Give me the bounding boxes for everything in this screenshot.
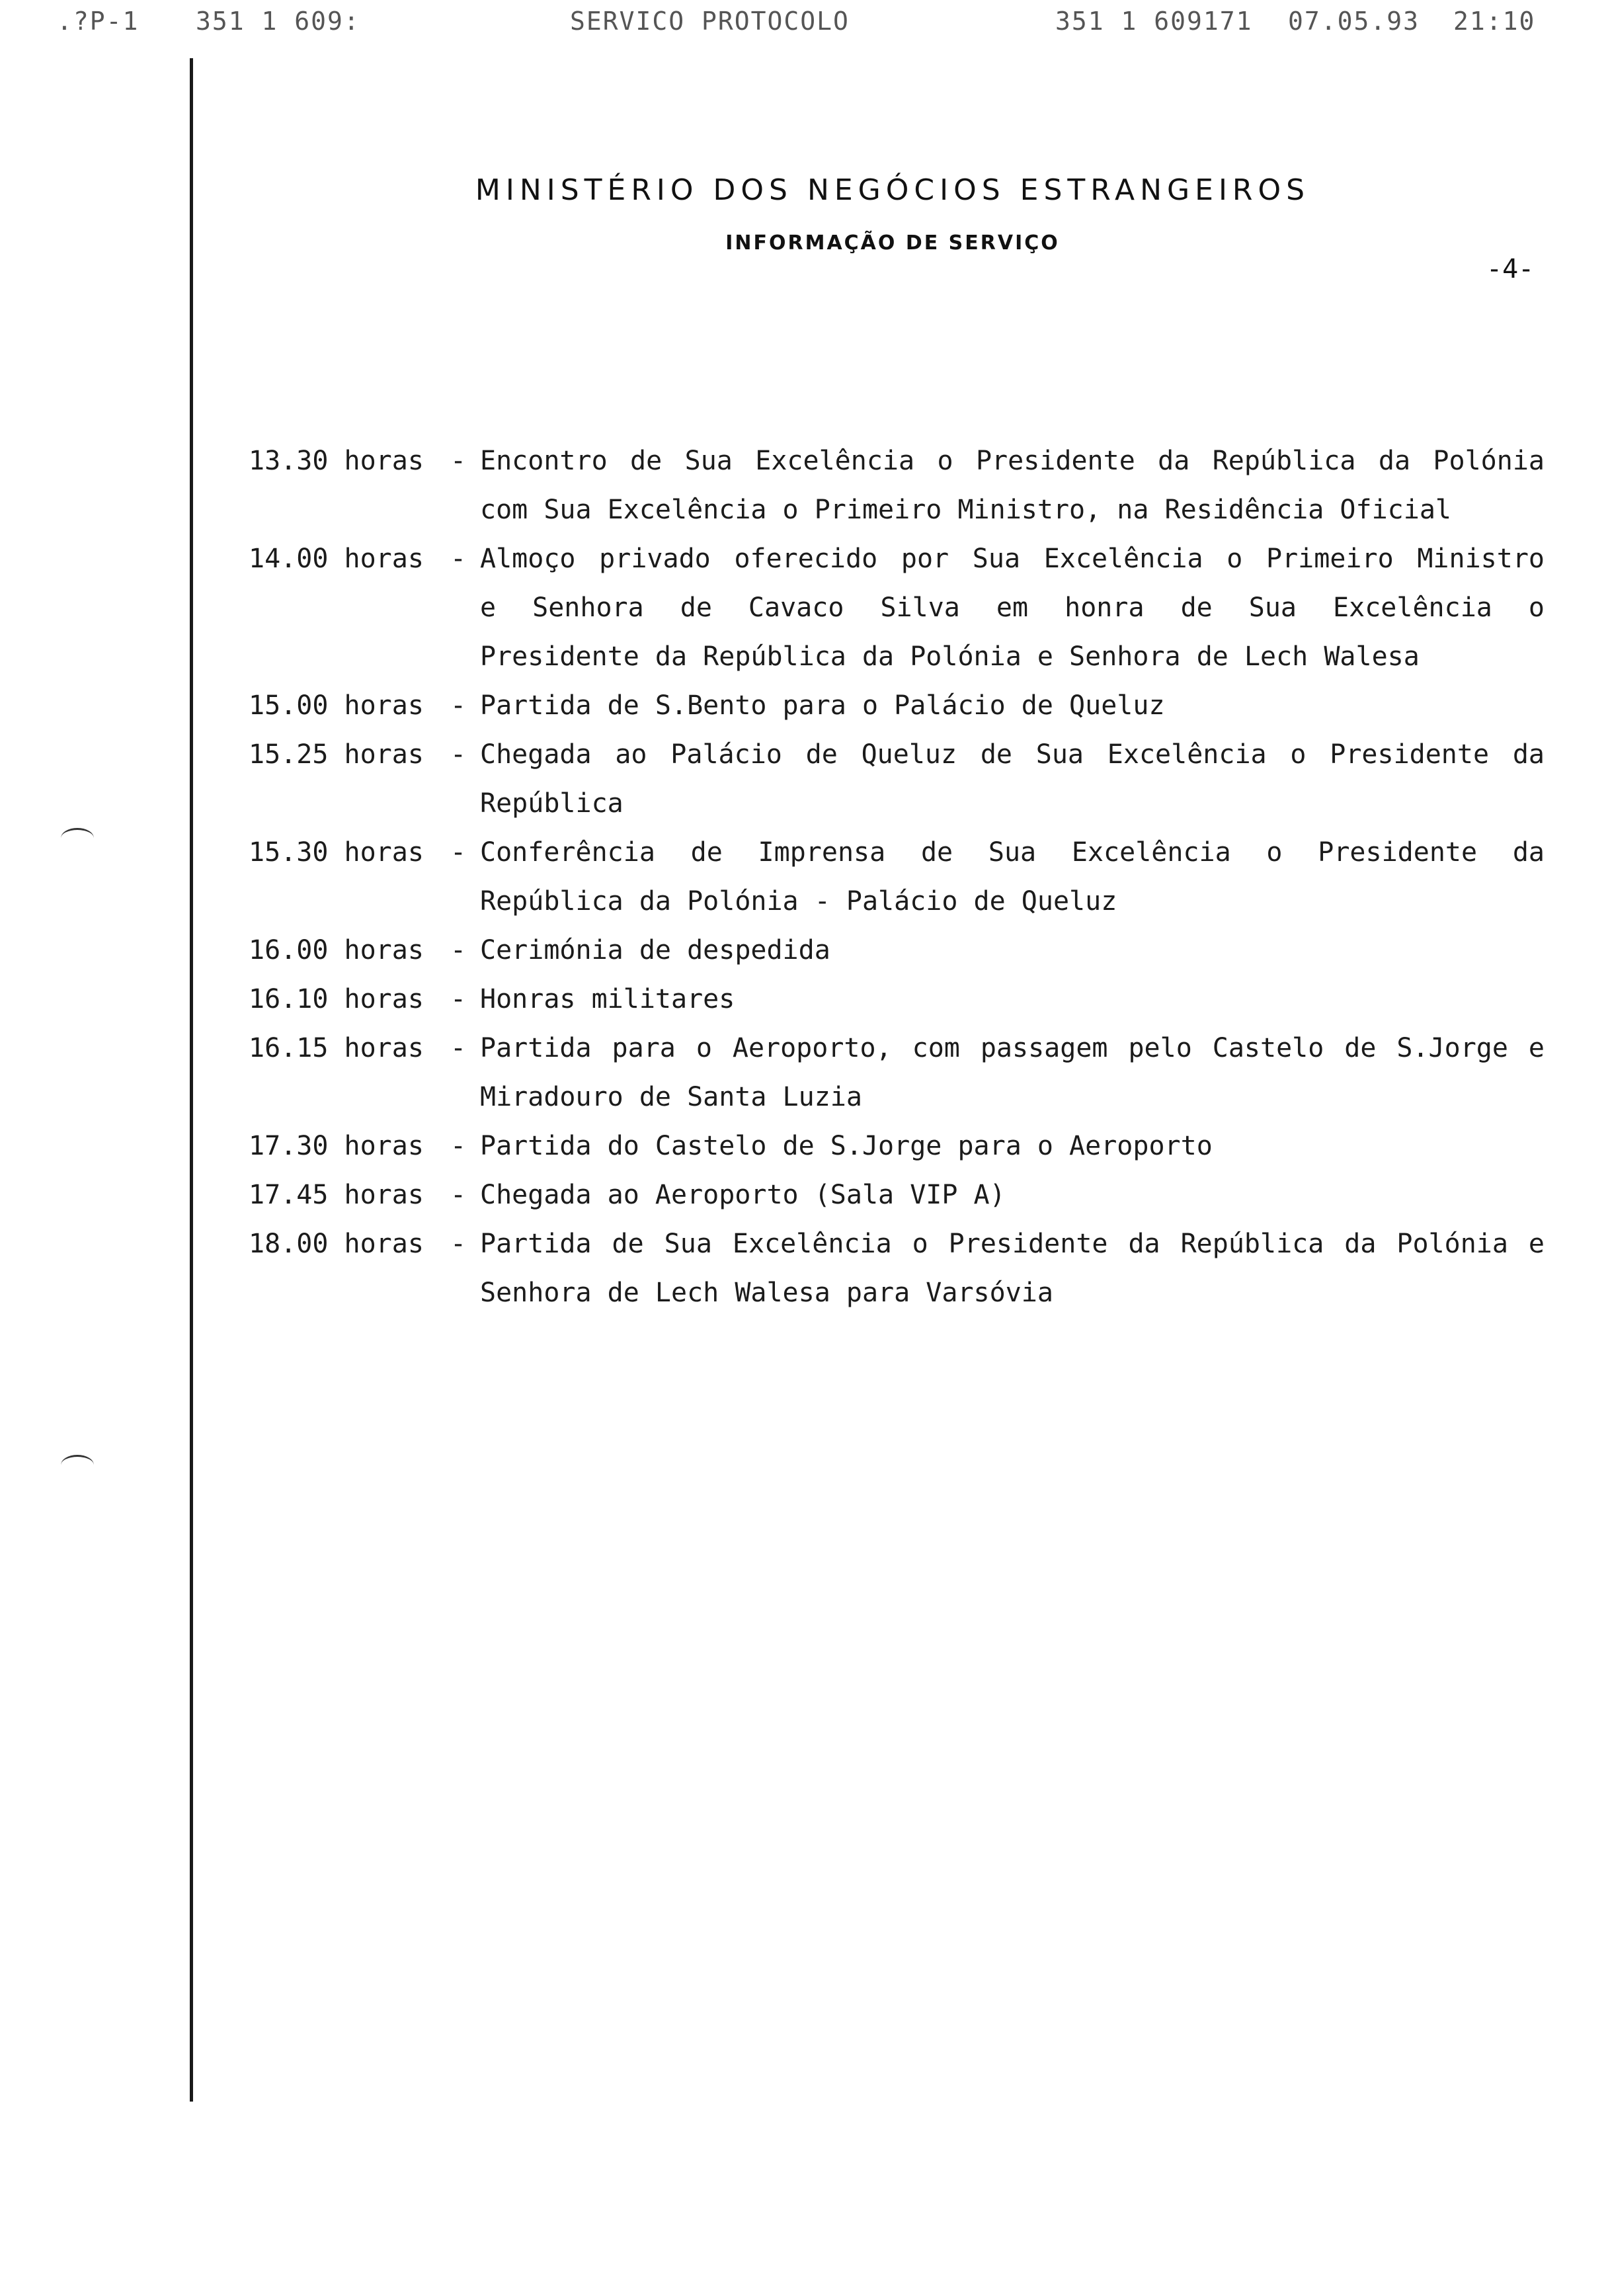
schedule-dash: - xyxy=(450,544,467,574)
schedule-description-line: Chegada ao Aeroporto (Sala VIP A) xyxy=(480,1180,1006,1210)
fax-sender-number: 351 1 609: xyxy=(196,7,360,36)
schedule-description xyxy=(476,1170,1545,1219)
schedule-dash: - xyxy=(450,1180,467,1210)
schedule-entry xyxy=(249,681,1545,730)
punch-hole-mark xyxy=(61,1455,94,1475)
schedule-dash: - xyxy=(450,690,467,721)
schedule-description-line: Partida para o Aeroporto, com passagem pelo Castelo de S.Jorge e xyxy=(480,1033,1545,1063)
schedule-description-line: Cerimónia de despedida xyxy=(480,935,830,965)
schedule-entry xyxy=(249,975,1545,1024)
punch-hole-mark xyxy=(61,828,94,848)
schedule-description-line: Miradouro de Santa Luzia xyxy=(480,1082,862,1112)
schedule-entry xyxy=(249,828,1545,926)
schedule-description-line: e Senhora de Cavaco Silva em honra de Sua Excelência o xyxy=(480,593,1545,623)
schedule-description-line: Honras militares xyxy=(480,984,735,1014)
schedule-entry xyxy=(249,436,1545,534)
fax-receiver-number: 351 1 609171 xyxy=(1055,7,1253,36)
schedule-description-line: República da Polónia - Palácio de Queluz xyxy=(480,886,1117,917)
schedule-time: 15.00 horas xyxy=(249,690,424,721)
document-subtitle: INFORMAÇÃO DE SERVIÇO xyxy=(725,231,1060,255)
schedule-entry xyxy=(249,730,1545,828)
schedule-description xyxy=(476,730,1545,828)
schedule-time: 16.15 horas xyxy=(249,1033,424,1063)
schedule-dash: - xyxy=(450,739,467,770)
schedule-description-line: Conferência de Imprensa de Sua Excelência o Presidente da xyxy=(480,837,1545,868)
schedule-dash: - xyxy=(450,1131,467,1161)
schedule-description-line: Presidente da República da Polónia e Senhora de Lech Walesa xyxy=(480,641,1420,672)
fax-sender-name: SERVICO PROTOCOLO xyxy=(570,7,850,36)
schedule-dash: - xyxy=(450,1229,467,1259)
schedule-time: 17.45 horas xyxy=(249,1180,424,1210)
schedule-description-line: Partida de S.Bento para o Palácio de Queluz xyxy=(480,690,1165,721)
schedule-description-line: Chegada ao Palácio de Queluz de Sua Excelência o Presidente da xyxy=(480,739,1545,770)
schedule-description xyxy=(476,975,1545,1024)
schedule-time: 13.30 horas xyxy=(249,446,424,476)
schedule-description xyxy=(476,1024,1545,1122)
schedule-description-line: Partida de Sua Excelência o Presidente da República da Polónia e xyxy=(480,1229,1545,1259)
schedule-time: 16.00 horas xyxy=(249,935,424,965)
schedule-description xyxy=(476,1122,1545,1170)
page-number: -4- xyxy=(1486,254,1535,284)
schedule-time: 16.10 horas xyxy=(249,984,424,1014)
fax-date: 07.05.93 xyxy=(1288,7,1420,36)
schedule-dash: - xyxy=(450,446,467,476)
schedule-entry xyxy=(249,926,1545,975)
margin-line xyxy=(190,58,193,2102)
schedule-dash: - xyxy=(450,935,467,965)
schedule-entry xyxy=(249,1122,1545,1170)
schedule-entry xyxy=(249,534,1545,681)
schedule-dash: - xyxy=(450,837,467,868)
schedule-time: 14.00 horas xyxy=(249,544,424,574)
schedule-description xyxy=(476,926,1545,975)
schedule-list xyxy=(249,436,1545,1317)
fax-left-code: .?P-1 xyxy=(57,7,140,36)
schedule-entry xyxy=(249,1170,1545,1219)
schedule-dash: - xyxy=(450,1033,467,1063)
schedule-time: 17.30 horas xyxy=(249,1131,424,1161)
schedule-time: 15.25 horas xyxy=(249,739,424,770)
schedule-time: 15.30 horas xyxy=(249,837,424,868)
fax-time: 21:10 xyxy=(1453,7,1536,36)
schedule-entry xyxy=(249,1024,1545,1122)
fax-header xyxy=(0,7,1608,44)
ministry-title: MINISTÉRIO DOS NEGÓCIOS ESTRANGEIROS xyxy=(475,173,1310,207)
schedule-description-line: Encontro de Sua Excelência o Presidente da República da Polónia xyxy=(480,446,1545,476)
schedule-description-line: com Sua Excelência o Primeiro Ministro, na Residência Oficial xyxy=(480,495,1452,525)
schedule-description-line: República xyxy=(480,788,623,819)
schedule-description-line: Partida do Castelo de S.Jorge para o Aeroporto xyxy=(480,1131,1213,1161)
schedule-time: 18.00 horas xyxy=(249,1229,424,1259)
schedule-description xyxy=(476,1219,1545,1317)
schedule-description xyxy=(476,534,1545,681)
schedule-description xyxy=(476,436,1545,534)
schedule-entry xyxy=(249,1219,1545,1317)
schedule-description-line: Almoço privado oferecido por Sua Excelência o Primeiro Ministro xyxy=(480,544,1545,574)
schedule-dash: - xyxy=(450,984,467,1014)
schedule-description-line: Senhora de Lech Walesa para Varsóvia xyxy=(480,1278,1053,1308)
schedule-description xyxy=(476,681,1545,730)
schedule-description xyxy=(476,828,1545,926)
